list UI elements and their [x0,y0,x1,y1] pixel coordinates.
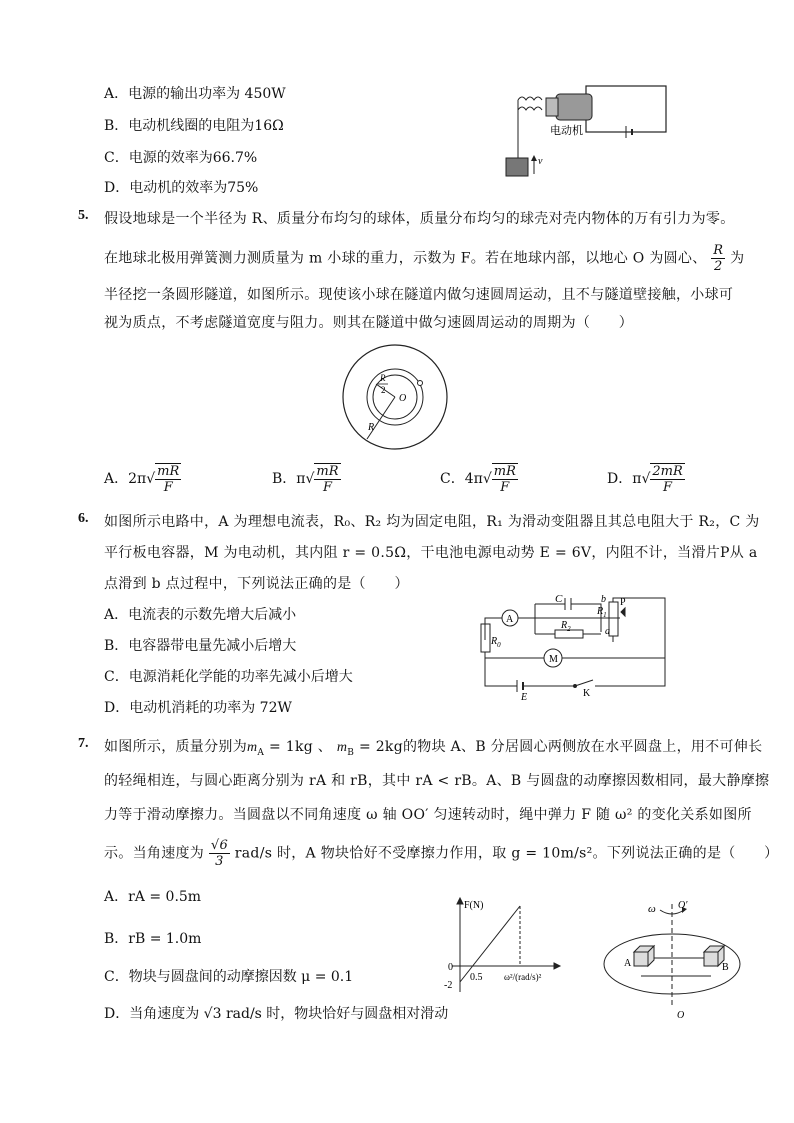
q7-graph-xlabel: ω²/(rad/s)² [504,972,542,982]
q5-label-r: R [368,422,375,433]
q6-label-p: P [620,597,626,608]
q7-line1: 如图所示，质量分别为$m_A = 1kg$ 、 $m_B = 2kg$的物块 A、B 分居圆心两侧放在水平圆盘上，用不可伸长 [104,739,763,758]
q7-oprime-label: O′ [678,900,688,911]
q6-circuit-figure [475,590,675,702]
q5-number: 5. [78,208,89,223]
q5-line3: 半径挖一条圆形隧道，如图所示。现使该小球在隧道内做匀速圆周运动，且不与隧道壁接触，小球可 [104,287,734,303]
q7-line4: 示。当角速度为 $\frac{√6}{3}$ rad/s 时，A 物块恰好不受摩擦力作用，取 g = 10m/s²。下列说法正确的是（ ） [104,838,779,869]
q6-line3: 点滑到 b 点过程中，下列说法正确的是（ ） [104,576,409,592]
q6-number: 6. [78,511,89,526]
q6-capacitor-label: C [555,593,563,605]
q5-label-r2-den: 2 [381,385,386,395]
q5-line2a: 在地球北极用弹簧测力测质量为 m 小球的重力，示数为 F。若在地球内部，以地心 O 为圆心、 [104,250,707,267]
q5-fraction: $\frac{R}{2}$ [713,243,724,274]
q5-label-r2-num: R [380,373,386,383]
q6-motor-label: M [549,654,558,665]
q7-force-graph [440,896,565,996]
q7-line3: 力等于滑动摩擦力。当圆盘以不同角速度 ω 轴 OO′ 匀速转动时，绳中弹力 F 随 ω² 的变化关系如图所 [104,807,752,823]
q5-option-c: C．4π√ $\frac{mR}{F}$ [440,464,516,495]
q6-label-k: K [583,688,591,699]
q6-line2: 平行板电容器，M 为电动机，其内阻 r = 0.5Ω，干电池电源电动势 E = 6V，内阻不计，当滑片P从 a [104,545,758,561]
q4-motor-figure [500,78,675,188]
q7-graph-ylabel: F(N) [464,900,484,911]
q7-option-d: D．当角速度为 √3 rad/s 时，物块恰好与圆盘相对滑动 [104,1006,449,1022]
q7-disk-b-label: B [722,962,729,973]
q6-ammeter-label: A [506,614,514,625]
q5-option-b: B．π√ $\frac{mR}{F}$ [272,464,339,495]
q4-option-a: A．电源的输出功率为 450W [104,86,286,102]
q7-line2: 的轻绳相连，与圆心距离分别为 rA 和 rB，其中 rA < rB。A、B 与圆盘的动摩擦因数相同，最大静摩擦 [104,773,770,789]
q5-line2b: 为 [730,250,745,267]
q7-disk-figure [600,896,750,1021]
q7-graph-neg2: -2 [444,980,453,991]
q4-option-d: D．电动机的效率为75% [104,180,259,196]
q5-option-d: D．π√ $\frac{2mR}{F}$ [607,464,683,495]
q7-graph-x05: 0.5 [470,972,483,983]
q5-option-a: A．2π√ $\frac{mR}{F}$ [104,464,180,495]
q6-label-r2: $R_2$ [561,620,571,633]
q5-line1: 假设地球是一个半径为 R、质量分布均匀的球体，质量分布均匀的球壳对壳内物体的万有引力为零。 [104,211,735,227]
q6-label-a: a [605,626,610,637]
q7-number: 7. [78,736,89,751]
q5-label-o: O [399,393,407,404]
q6-label-b: b [601,594,606,605]
q6-option-a: A．电流表的示数先增大后减小 [104,607,297,623]
q5-tunnel-figure [340,342,450,452]
q7-option-c: C．物块与圆盘间的动摩擦因数 μ = 0.1 [104,969,354,985]
q6-option-d: D．电动机消耗的功率为 72W [104,700,292,716]
q5-line4: 视为质点，不考虑隧道宽度与阻力。则其在隧道中做匀速圆周运动的周期为（ ） [104,315,634,331]
q7-disk-o-label: O [677,1010,685,1021]
q7-graph-zero: 0 [448,962,453,973]
q7-disk-a-label: A [624,958,632,969]
q4-option-c: C．电源的效率为66.7% [104,150,258,166]
q4-v-label: v [538,156,543,167]
q7-omega-label: ω [648,903,656,915]
q4-motor-label: 电动机 [550,125,583,137]
q5-line2 [104,243,744,274]
q6-label-e: E [521,692,528,702]
q4-option-b: B．电动机线圈的电阻为16Ω [104,118,284,134]
q6-label-r1: $R_1$ [597,606,607,619]
q6-option-b: B．电容器带电量先减小后增大 [104,638,297,654]
q6-option-c: C．电源消耗化学能的功率先减小后增大 [104,669,353,685]
q6-label-r0: $R_0$ [491,636,501,649]
q7-option-b: B．rB = 1.0m [104,931,202,947]
q6-line1: 如图所示电路中，A 为理想电流表，R₀、R₂ 均为固定电阻，R₁ 为滑动变阻器且其总电阻大于 R₂，C 为 [104,514,760,530]
q7-option-a: A．rA = 0.5m [104,889,202,905]
